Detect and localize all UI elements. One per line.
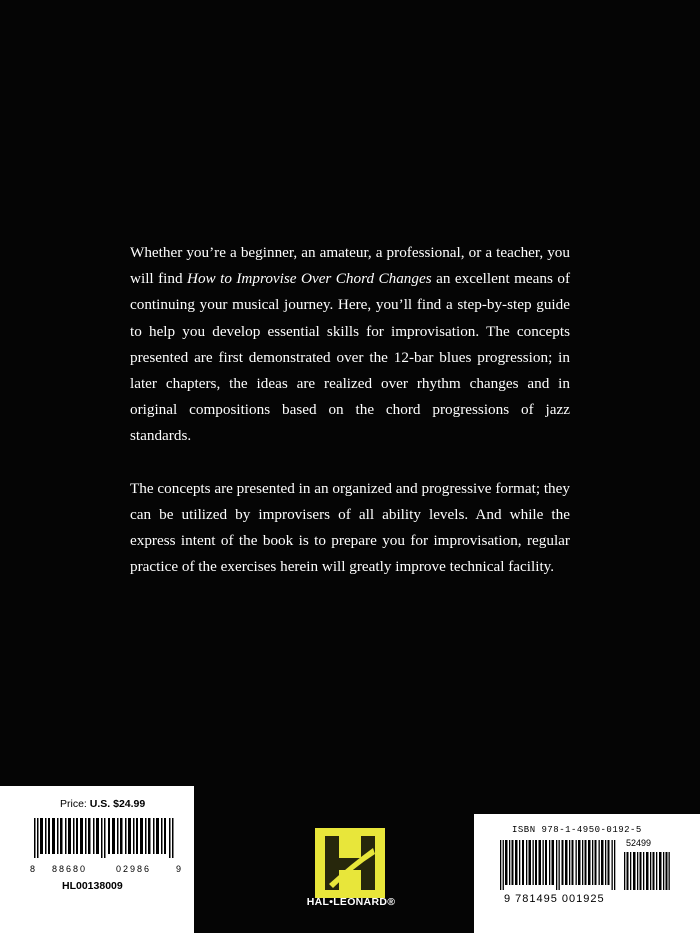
upc-barcode (34, 818, 174, 858)
upc-right-digits: 02986 (116, 864, 152, 874)
upc-last-digit: 9 (176, 864, 182, 874)
price-sticker (0, 786, 194, 933)
price-prefix: Price: (60, 798, 90, 810)
price-value: U.S. $24.99 (89, 798, 146, 810)
back-cover-blurb (130, 240, 570, 580)
isbn-barcode (500, 840, 616, 890)
isbn-label: ISBN 978-1-4950-0192-5 (512, 825, 642, 835)
addon-barcode (624, 852, 670, 890)
blurb-paragraph-1 (130, 240, 570, 450)
blurb-p1-start: Whether you’re a beginner, an amateur, a professional, or a teacher, you will find (130, 244, 570, 288)
price-label (60, 798, 145, 810)
isbn-sticker (474, 814, 700, 933)
addon-digits: 52499 (626, 838, 652, 848)
ean-digits: 9 781495 001925 (504, 893, 605, 905)
publisher-name: HAL•LEONARD® (306, 896, 396, 908)
hal-leonard-logo-icon (315, 828, 385, 898)
blurb-p1-end: an excellent means of continuing your musical journey. Here, you’ll find a step-by-step guide to help you develop essential skills for improvisation. The concepts presented are first demonstrated over the 12-bar blues progression; in later chapters, the ideas are realized over rhythm changes and in original compositions based on the chord progressions of jazz standards. (130, 270, 570, 445)
upc-first-digit: 8 (30, 864, 36, 874)
upc-left-digits: 88680 (52, 864, 88, 874)
blurb-paragraph-2: The concepts are presented in an organized and progressive format; they can be utilized by improvisers of all ability levels. And while the express intent of the book is to prepare you for improvisation, regular practice of the exercises herein will greatly improve technical facility. (130, 479, 570, 576)
product-code: HL00138009 (62, 880, 123, 892)
book-title: How to Improvise Over Chord Changes (186, 270, 432, 288)
